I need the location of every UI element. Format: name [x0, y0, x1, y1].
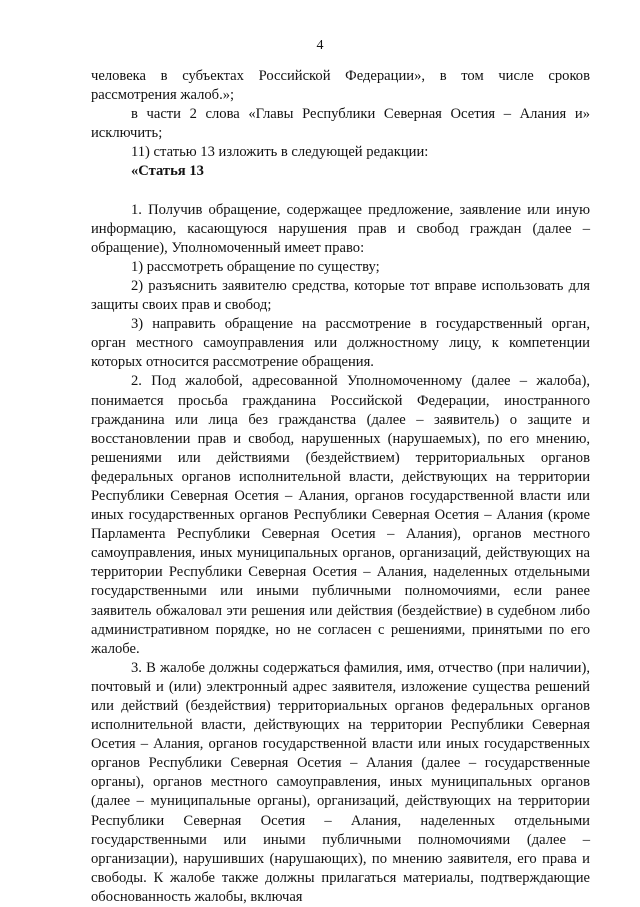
paragraph-item-3: 3) направить обращение на рассмотрение в государственный орган, орган местного самоуправления или должностному лицу, к компетенции которых относится рассмотрение обращения. [91, 316, 590, 371]
heading-spacer [91, 182, 590, 201]
paragraph-clause-2: 2. Под жалобой, адресованной Уполномоченному (далее – жалоба), понимается просьба гражданина Российской Федерации, иностранного гражданина или лица без гражданства (далее – заявитель) о защите и восстановлении прав и свобод, нарушенных (нарушаемых), по его мнению, решениями или действиями (бездействием) территориальных органов федеральных органов исполнительной власти, действующих на территории Республики Северная Осетия – Алания, органов государственной власти или иных государственных органов Республики Северная Осетия – Алания (кроме Парламента Республики Северная Осетия – Алания), органов местного самоуправления, иных муниципальных органов, организаций, действующих на территории Республики Северная Осетия – Алания, наделенных отдельными государственными или иными публичными полномочиями, если ранее заявитель обжаловал эти решения или действия (бездействие) в судебном либо административном порядке, но не согласен с решениями, принятыми по его жалобе. [91, 373, 590, 657]
paragraph-clause-3: 3. В жалобе должны содержаться фамилия, имя, отчество (при наличии), почтовый и (или) электронный адрес заявителя, изложение существа решений или действий (бездействия) территориальных органов федеральных органов исполнительной власти, действующих на территории Республики Северная Осетия – Алания, органов государственной власти или иных государственных органов Республики Северная Осетия – Алания (далее – государственные органы), органов местного самоуправления, иных муниципальных органов (далее – муниципальные органы), организаций, действующих на территории Республики Северная Осетия – Алания, наделенных отдельными государственными или иными публичными полномочиями (далее – организации), нарушивших (нарушающих), по мнению заявителя, его права и свободы. К жалобе также должны прилагаться материалы, подтверждающие обоснованность жалобы, включая [91, 659, 590, 905]
document-body [91, 67, 590, 907]
article-heading: «Статья 13 [131, 163, 204, 180]
paragraph-continuation: человека в субъектах Российской Федерации», в том числе сроков рассмотрения жалоб.»; [91, 68, 590, 104]
paragraph-item-2: 2) разъяснить заявителю средства, которые тот вправе использовать для защиты своих прав и свобод; [91, 277, 590, 314]
paragraph-item-1: 1) рассмотреть обращение по существу; [131, 258, 380, 275]
paragraph-clause-1: 1. Получив обращение, содержащее предложение, заявление или иную информацию, касающуюся нарушения прав и свобод граждан (далее – обращение), Уполномоченный имеет право: [91, 201, 590, 256]
paragraph-amendment-article-13: 11) статью 13 изложить в следующей редакции: [131, 144, 429, 161]
page-number: 4 [316, 38, 324, 53]
paragraph-amendment-part-2: в части 2 слова «Главы Республики Северная Осетия – Алания и» исключить; [91, 106, 590, 142]
